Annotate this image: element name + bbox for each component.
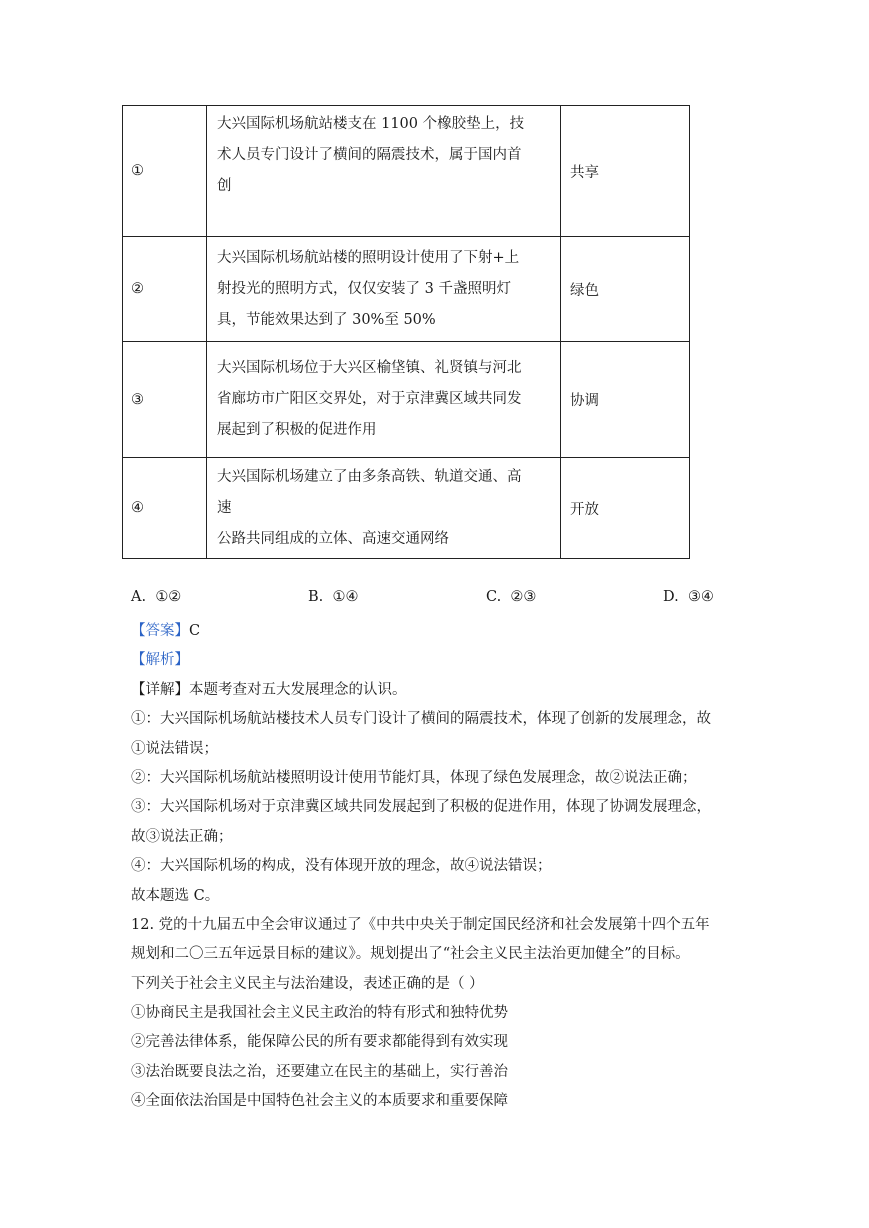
choice-label: C. [486,589,502,605]
choice-label: D. [663,589,679,605]
answer-line [131,617,751,646]
description-line: 公路共同组成的立体、高速交通网络 [217,530,449,547]
choice-value: ③④ [687,589,714,605]
question-option: ④全面依法治国是中国特色社会主义的本质要求和重要保障 [131,1093,508,1110]
choice-a [131,589,181,605]
description-spacer [217,202,550,233]
description-line: 具，节能效果达到了 30%至 50% [217,311,436,328]
description-line: 创 [217,178,232,194]
table-row [123,458,690,559]
row-description [207,342,561,458]
answer-choices [131,589,731,611]
description-line: 大兴国际机场位于大兴区榆垡镇、礼贤镇与河北 [217,360,522,376]
detail-line: ②：大兴国际机场航站楼照明设计使用节能灯具，体现了绿色发展理念，故②说法正确； [131,769,697,786]
detail-line: ④：大兴国际机场的构成，没有体现开放的理念，故④说法错误； [131,858,552,875]
solution-text [131,617,751,1117]
row-concept: 协调 [561,342,690,458]
question-option: ③法治既要良法之治，还要建立在民主的基础上，实行善治 [131,1063,508,1080]
question-stem-line: 下列关于社会主义民主与法治建设，表述正确的是（ ） [131,975,484,992]
detail-line: ③：大兴国际机场对于京津冀区域共同发展起到了积极的促进作用，体现了协调发展理念， [131,799,711,816]
analysis-tag: 【解析】 [131,652,189,669]
detail-tag: 【详解】 [131,681,189,698]
detail-line: 故本题选 C。 [131,887,220,904]
question-option: ②完善法律体系，能保障公民的所有要求都能得到有效实现 [131,1034,508,1051]
choice-value: ①④ [332,589,359,605]
choice-c [486,589,536,605]
description-line: 速 [217,499,232,516]
options-table [122,105,690,559]
description-line: 术人员专门设计了横间的隔震技术，属于国内首 [217,147,522,163]
detail-line: ①说法错误； [131,740,218,757]
description-line: 大兴国际机场航站楼的照明设计使用了下射+上 [217,249,520,266]
analysis-line [131,646,751,675]
row-number: ④ [123,458,207,559]
choice-value: ②③ [510,589,537,605]
row-concept: 绿色 [561,237,690,342]
choice-b [308,589,358,605]
description-line: 射投光的照明方式，仅仅安装了 3 千盏照明灯 [217,280,511,297]
description-line: 省廊坊市广阳区交界处，对于京津冀区域共同发 [217,391,522,407]
row-number: ② [123,237,207,342]
choice-d [663,589,714,605]
choice-value: ①② [155,589,182,605]
choice-label: B. [308,589,324,605]
detail-line: 故③说法正确； [131,828,233,845]
detail-intro: 本题考查对五大发展理念的认识。 [189,681,407,698]
question-stem-line: 12. 党的十九届五中全会审议通过了《中共中央关于制定国民经济和社会发展第十四个五年 [131,916,710,933]
answer-tag: 【答案】 [131,623,189,639]
detail-line: ①：大兴国际机场航站楼技术人员专门设计了横间的隔震技术，体现了创新的发展理念，故 [131,711,711,728]
detail-intro-line [131,676,751,705]
table-row [123,106,690,237]
question-option: ①协商民主是我国社会主义民主政治的特有形式和独特优势 [131,1005,508,1022]
row-number: ③ [123,342,207,458]
table-row [123,342,690,458]
row-number: ① [123,106,207,237]
description-line: 大兴国际机场建立了由多条高铁、轨道交通、高 [217,468,522,485]
question-stem-line: 规划和二〇三五年远景目标的建议》。规划提出了“社会主义民主法治更加健全”的目标。 [131,946,690,963]
row-description [207,106,561,237]
description-line: 大兴国际机场航站楼支在 1100 个橡胶垫上，技 [217,116,525,132]
row-concept: 开放 [561,458,690,559]
answer-value: C [189,623,201,639]
table-row [123,237,690,342]
row-concept: 共享 [561,106,690,237]
choice-label: A. [131,589,147,605]
row-description [207,458,561,559]
row-description [207,237,561,342]
description-line: 展起到了积极的促进作用 [217,422,377,438]
